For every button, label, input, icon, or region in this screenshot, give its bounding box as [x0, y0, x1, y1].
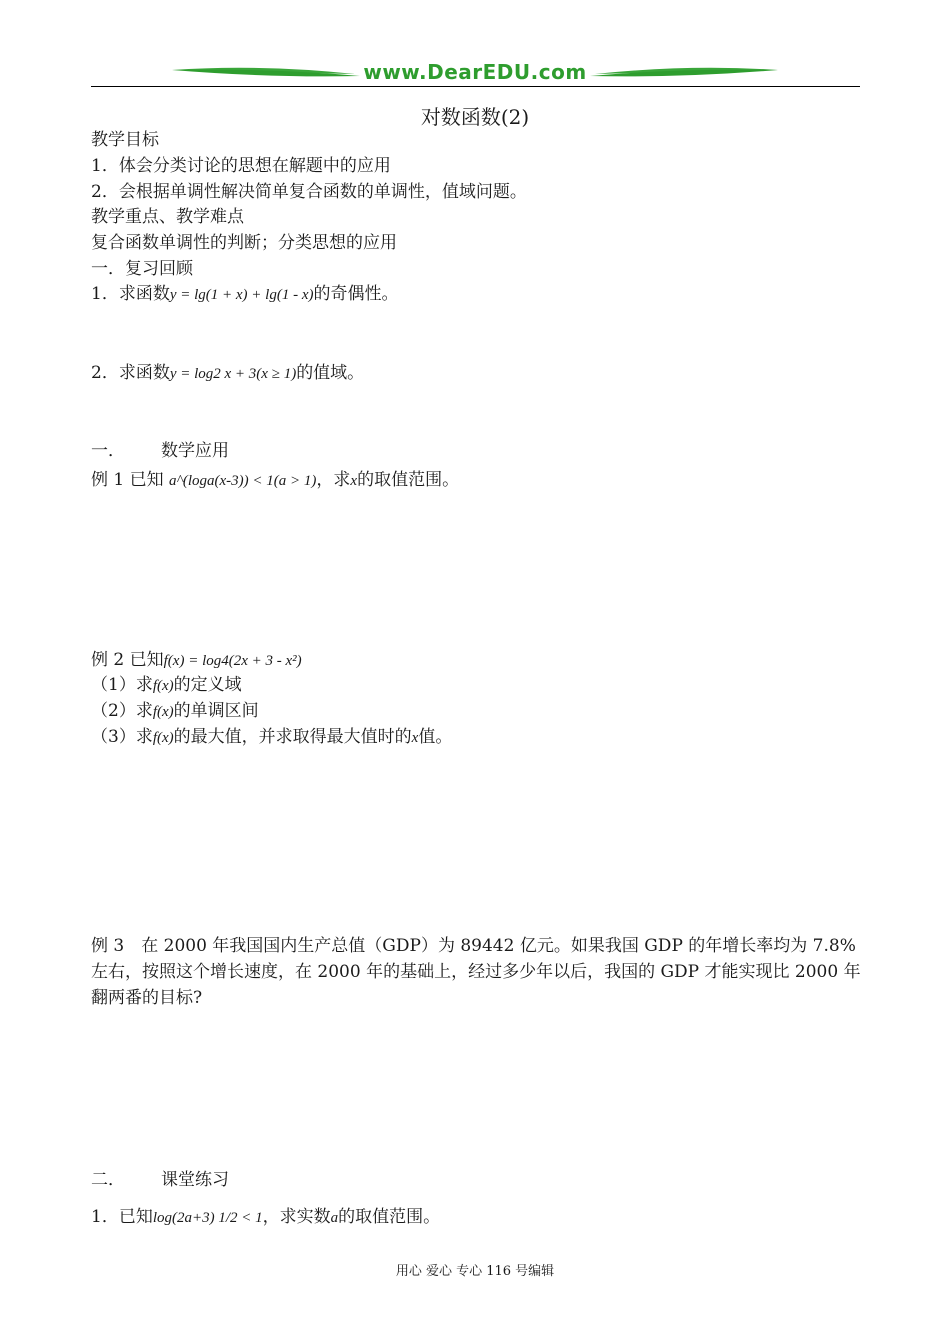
q-prefix: 2．求函数: [91, 363, 170, 383]
ex-prefix: 例 1 已知: [91, 470, 164, 490]
section-title: 数学应用: [161, 441, 229, 461]
formula: f(x): [152, 704, 174, 720]
section-number: 二．: [91, 1170, 125, 1190]
formula: y = log2 x + 3(x ≥ 1): [169, 366, 297, 382]
example-2: [91, 649, 302, 672]
objective-item: 2．会根据单调性解决简单复合函数的单调性，值域问题。: [91, 182, 527, 202]
review-question-2: [91, 362, 364, 385]
review-question-1: [91, 283, 398, 306]
item-prefix: （3）求: [91, 727, 153, 747]
example-2-item: [91, 700, 259, 723]
item-tail: 值。: [418, 727, 453, 747]
q-suffix: ，求实数: [262, 1207, 331, 1227]
variable: x: [350, 473, 358, 489]
formula: y = lg(1 + x) + lg(1 - x): [169, 287, 314, 303]
variable: x: [411, 730, 419, 746]
review-heading: 一．复习回顾: [91, 259, 193, 279]
example-3: 例 3 在 2000 年我国国内生产总值（GDP）为 89442 亿元。如果我国 GDP 的年增长率均为 7.8%左右，按照这个增长速度，在 2000 年的基础上，经过多少年以后，我国的 GDP 才能实现比 2000 年翻两番的目标?: [91, 936, 861, 1008]
formula: f(x): [152, 730, 174, 746]
item-suffix: 的最大值，并求取得最大值时的: [173, 727, 412, 747]
q-prefix: 1．求函数: [91, 284, 170, 304]
formula: log(2a+3) 1/2 < 1: [152, 1210, 263, 1226]
formula: f(x) = log4(2x + 3 - x²): [163, 653, 302, 669]
key-points-text: 复合函数单调性的判断；分类思想的应用: [91, 233, 397, 253]
application-heading: [91, 440, 229, 462]
item-prefix: （2）求: [91, 701, 153, 721]
section-title: 课堂练习: [161, 1170, 229, 1190]
ex-prefix: 例 2 已知: [91, 650, 164, 670]
header-logo: [170, 62, 780, 88]
formula: a^(loga(x-3)) < 1(a > 1): [169, 473, 317, 489]
q-suffix: 的值域。: [296, 363, 365, 383]
item-suffix: 的单调区间: [173, 701, 259, 721]
practice-heading: [91, 1169, 229, 1191]
formula: f(x): [152, 678, 174, 694]
objectives-heading: 教学目标: [91, 130, 159, 150]
logo-text: www.DearEDU.com: [363, 60, 587, 84]
q-suffix: 的奇偶性。: [313, 284, 399, 304]
section-number: 一．: [91, 441, 125, 461]
example-2-item: [91, 726, 452, 749]
variable: a: [330, 1210, 339, 1226]
key-points-heading: 教学重点、教学难点: [91, 207, 244, 227]
example-1: [91, 469, 459, 492]
q-prefix: 1．已知: [91, 1207, 153, 1227]
objective-item: 1．体会分类讨论的思想在解题中的应用: [91, 156, 391, 176]
header-rule: [91, 86, 860, 87]
page-title: 对数函数(2): [420, 105, 530, 129]
item-suffix: 的定义域: [173, 675, 242, 695]
practice-question-1: [91, 1206, 440, 1229]
ex-mid: ，求: [316, 470, 351, 490]
q-tail: 的取值范围。: [338, 1207, 441, 1227]
item-prefix: （1）求: [91, 675, 153, 695]
example-2-item: [91, 674, 242, 697]
page-footer: 用心 爱心 专心 116 号编辑: [395, 1264, 555, 1279]
ex-suffix: 的取值范围。: [357, 470, 460, 490]
